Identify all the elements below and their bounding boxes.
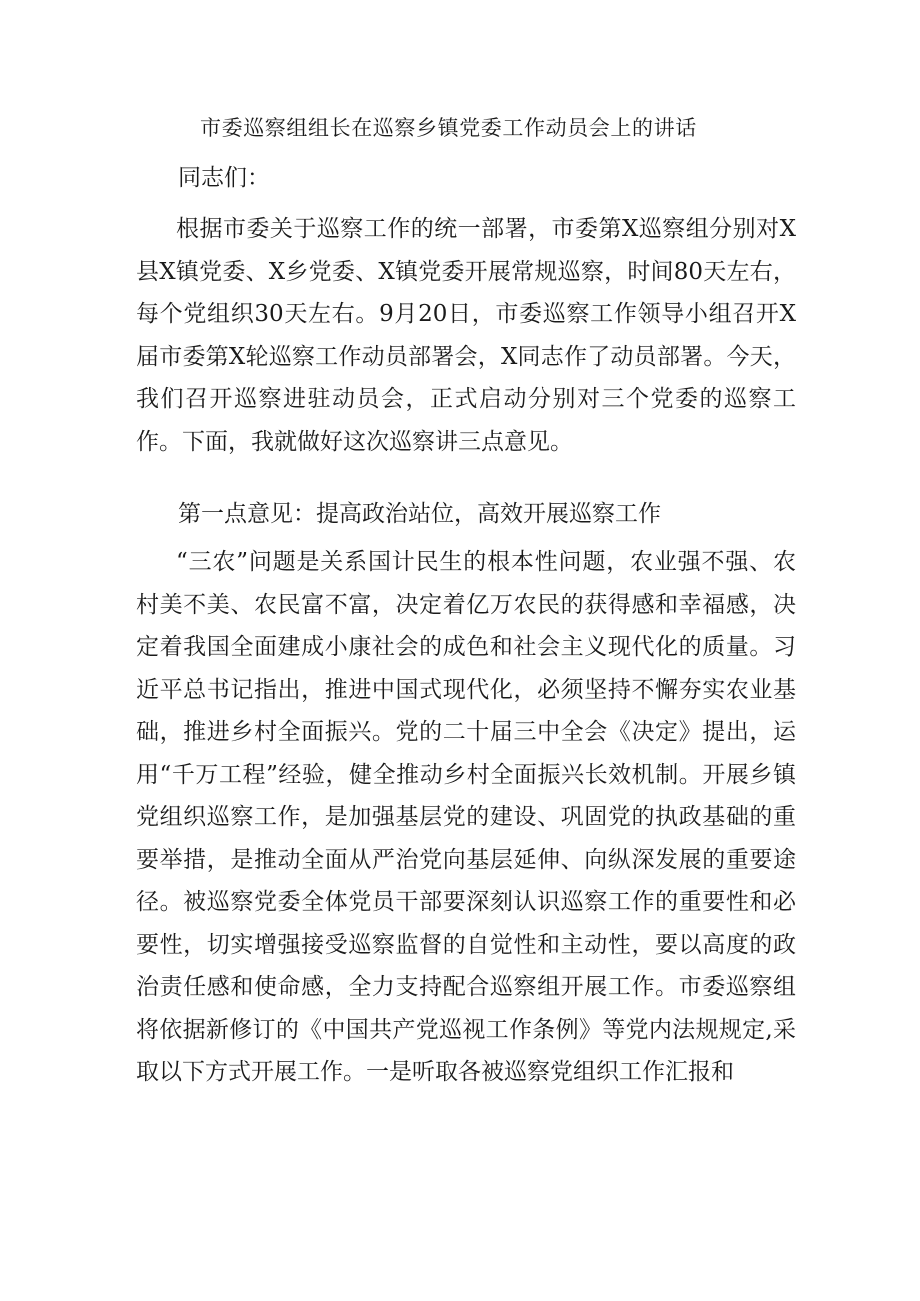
salutation: 同志们： — [178, 165, 270, 191]
paragraph-intro: 根据市委关于巡察工作的统一部署，市委第X巡察组分别对X县X镇党委、X乡党委、X镇党委开展常规巡察，时间80天左右，每个党组织30天左右。9月20日，市委巡察工作领导小组召开X届市委第X轮巡察工作动员部署会，X同志作了动员部署。今天，我们召开巡察进驻动员会，正式启动分别对三个党委的巡察工作。下面，我就做好这次巡察讲三点意见。 — [136, 216, 796, 455]
section-heading-first-opinion: 第一点意见：提高政治站位，高效开展巡察工作 — [178, 501, 661, 527]
document-title: 市委巡察组组长在巡察乡镇党委工作动员会上的讲话 — [200, 116, 697, 140]
paragraph-first-opinion: “三农”问题是关系国计民生的根本性问题，农业强不强、农村美不美、农民富不富，决定着亿万农民的获得感和幸福感，决定着我国全面建成小康社会的成色和社会主义现代化的质量。习近平总书记指出，推进中国式现代化，必须坚持不懈夯实农业基础，推进乡村全面振兴。党的二十届三中全会《决定》提出，运用“千万工程”经验，健全推动乡村全面振兴长效机制。开展乡镇党组织巡察工作，是加强基层党的建设、巩固党的执政基础的重要举措，是推动全面从严治党向基层延伸、向纵深发展的重要途径。被巡察党委全体党员干部要深刻认识巡察工作的重要性和必要性，切实增强接受巡察监督的自觉性和主动性，要以高度的政治责任感和使命感，全力支持配合巡察组开展工作。市委巡察组将依据新修订的《中国共产党巡视工作条例》等党内法规规定,采取以下方式开展工作。一是听取各被巡察党组织工作汇报和 — [136, 549, 796, 1085]
